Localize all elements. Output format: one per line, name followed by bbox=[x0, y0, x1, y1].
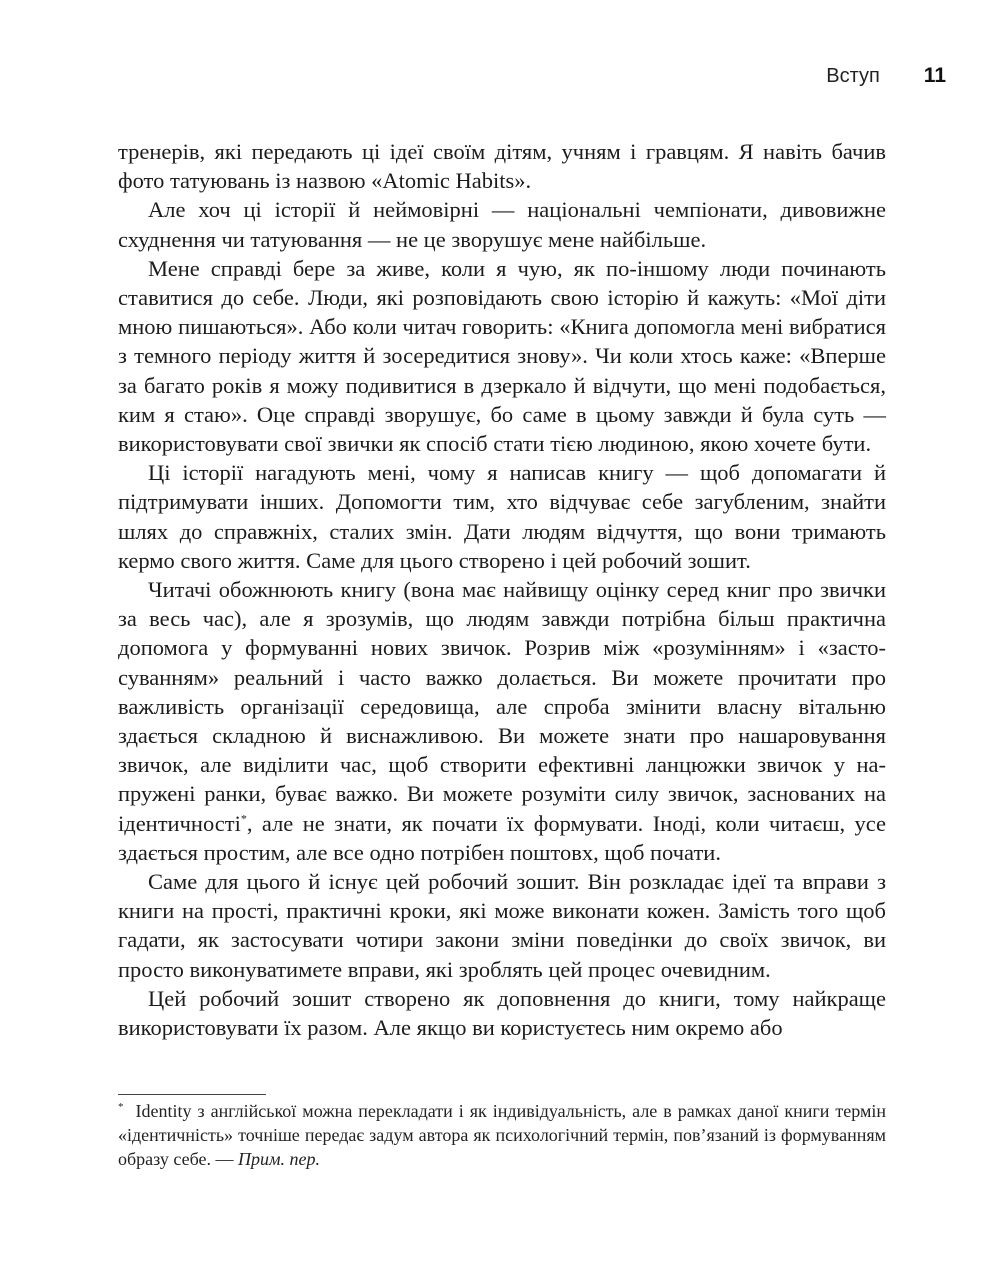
footnote-divider bbox=[118, 1094, 266, 1095]
running-header bbox=[826, 64, 946, 94]
section-title: Вступ bbox=[826, 65, 880, 87]
footnote-text: Identity з англійської можна перекладати і як індивідуальність, але в рамках даної книги термін «ідентичність» точніше передає задум автора як психологічний термін, пов’язаний із формуванням образу себе. — bbox=[118, 1101, 886, 1169]
body-text bbox=[118, 137, 886, 1042]
paragraph: Мене справді бере за живе, коли я чую, як по-іншому люди починають ставитися до себе. Люди, які розповідають свою історію й кажуть: «Мої діти мною пишаються». Або коли читач говорить: «Книга допомогла мені вибратися з темного періоду життя й зосередитися знову». Чи коли хтось каже: «Вперше за багато років я можу подивитися в дзеркало й відчути, що мені подобається, ким я стаю». Оце справді зворушує, бо саме в цьому завжди й була суть — використовувати свої звички як спосіб стати тією людиною, якою хочете бути. bbox=[118, 255, 886, 457]
footnote bbox=[118, 1099, 886, 1171]
footnote-reference[interactable]: * bbox=[240, 811, 247, 826]
page-number: 11 bbox=[923, 64, 946, 87]
footnote-mark: * bbox=[118, 1101, 124, 1113]
translator-note: Прим. пер. bbox=[238, 1149, 320, 1169]
paragraph-text: Читачі обожнюють книгу (вона має найвищу оцінку серед книг про звички за весь час), але я зрозумів, що людям завжди потрібна більш практична допомога у формуванні нових звичок. Розрив між «розумінням» і «застосуванням» реальний і часто важко долається. Ви можете прочитати про важливість організації середовища, але спроба змінити власну вітальню здається складною й виснажливою. Ви можете знати про нашаровування звичок, але виділити час, щоб створити ефективні ланцюжки звичок у напружені ранки, буває важко. Ви можете розуміти силу звичок, заснованих на ідентичності bbox=[118, 577, 886, 836]
paragraph bbox=[118, 575, 886, 867]
paragraph: Але хоч ці історії й неймовірні — національні чемпіонати, дивовижне схуднення чи татуювання — не це зворушує мене найбільше. bbox=[118, 197, 886, 252]
paragraph: тренерів, які передають ці ідеї своїм дітям, учням і гравцям. Я навіть бачив фото татуювань із назвою «Atomic Habits». bbox=[118, 139, 886, 194]
paragraph: Ці історії нагадують мені, чому я написав книгу — щоб допомагати й підтримувати інших. Допомогти тим, хто відчуває себе загубленим, знайти шлях до справжніх, сталих змін. Дати людям відчуття, що вони тримають кермо свого життя. Саме для цього створено і цей робочий зошит. bbox=[118, 460, 886, 573]
paragraph-text: , але не знати, як почати їх формувати. Іноді, коли читаєш, усе здається простим, але все одно потрібен поштовх, щоб почати. bbox=[118, 810, 886, 865]
paragraph: Саме для цього й існує цей робочий зошит. Він розкладає ідеї та вправи з книги на прості, практичні кроки, які може виконати кожен. Замість того щоб гадати, як застосувати чотири закони зміни поведінки до своїх звичок, ви просто виконуватимете вправи, які зроблять цей процес очевидним. bbox=[118, 869, 886, 982]
paragraph: Цей робочий зошит створено як доповнення до книги, тому найкраще використовувати їх разом. Але якщо ви користуєтесь ним окремо або bbox=[118, 985, 886, 1041]
